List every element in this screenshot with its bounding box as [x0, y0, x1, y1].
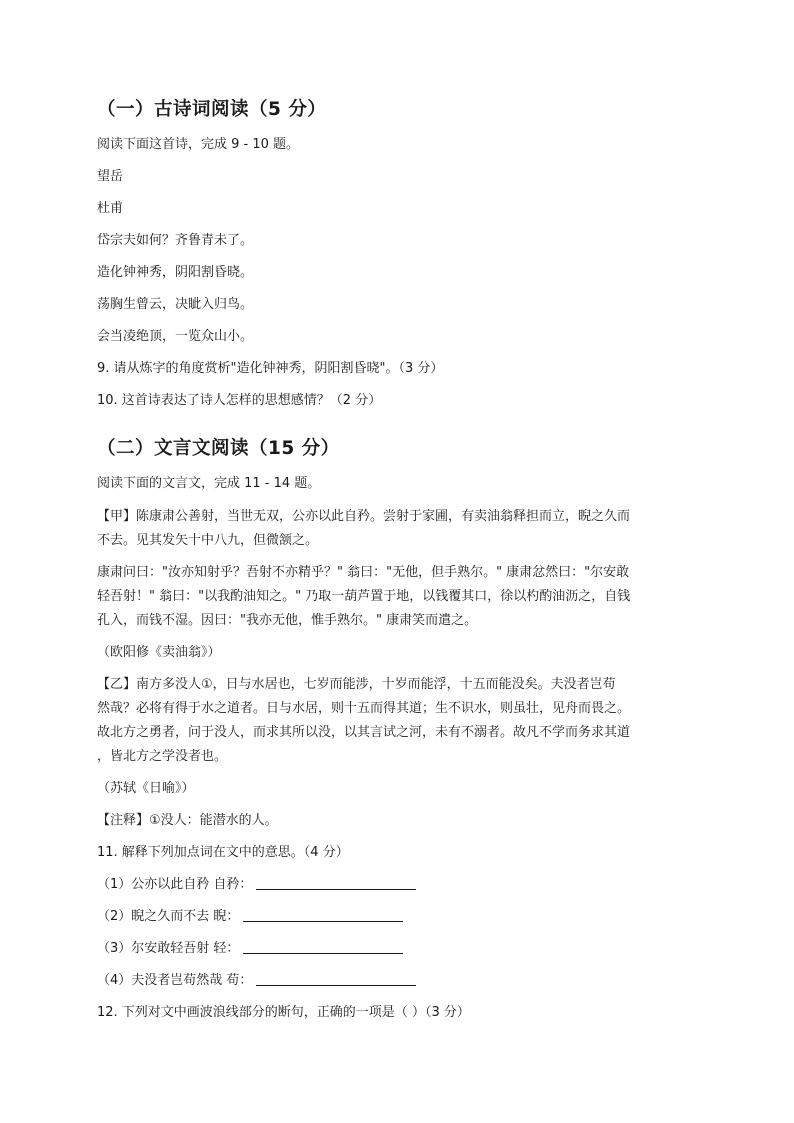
answer-blank[interactable]: [243, 940, 403, 954]
q11-item: [97, 940, 403, 957]
question-12: 12. 下列对文中画波浪线部分的断句，正确的一项是（ ）（3 分）: [97, 1005, 470, 1020]
passage-yi-line: 故北方之勇者，问于没人，而求其所以没，以其言试之河，未有不溺者。故凡不学而务求其道: [97, 725, 631, 740]
passage-yi-line: ，皆北方之学没者也。: [97, 749, 228, 764]
poem-line: 会当凌绝顶，一览众山小。: [97, 329, 254, 344]
section-heading-classical: （二）文言文阅读（15 分）: [97, 438, 340, 459]
annotation-note: 【注释】①没人：能潜水的人。: [97, 813, 278, 828]
poem-line: 造化钟神秀，阴阳割昏晓。: [97, 265, 254, 280]
passage-jia-line: 不去。见其发矢十中八九，但微颔之。: [97, 533, 319, 548]
poem-title: 望岳: [97, 169, 124, 184]
passage-yi-line: 【乙】南方多没人①，日与水居也，七岁而能涉，十岁而能浮，十五而能没矣。夫没者岂苟: [97, 677, 616, 692]
section-heading-poetry: （一）古诗词阅读（5 分）: [97, 99, 327, 120]
q11-item: [97, 908, 403, 925]
answer-blank[interactable]: [243, 908, 403, 922]
passage-yi-line: 然哉？必将有得于水之道者。日与水居，则十五而得其道；生不识水，则虽壮，见舟而畏之。: [97, 701, 631, 716]
q11-item-label: （3）尔安敢轻吾射 轻：: [97, 941, 240, 956]
q11-item-label: （4）夫没者岂苟然哉 苟：: [97, 973, 253, 988]
passage-jia-line: 【甲】陈康肃公善射，当世无双，公亦以此自矜。尝射于家圃，有卖油翁释担而立，睨之久而: [97, 509, 631, 524]
passage-jia-line: 康肃问曰："汝亦知射乎？吾射不亦精乎？" 翁曰："无他，但手熟尔。" 康肃忿然曰："尔安敢: [97, 565, 630, 580]
source-citation-jia: （欧阳修《卖油翁》）: [97, 645, 221, 660]
passage-jia-line: 孔入，而钱不湿。因曰："我亦无他，惟手熟尔。" 康肃笑而遣之。: [97, 613, 478, 628]
q11-item-label: （1）公亦以此自矜 自矜：: [97, 877, 253, 892]
answer-blank[interactable]: [256, 876, 416, 890]
classical-instructions: 阅读下面的文言文，完成 11 - 14 题。: [97, 476, 321, 491]
q11-item: [97, 876, 416, 893]
q11-item-label: （2）睨之久而不去 睨：: [97, 909, 240, 924]
answer-blank[interactable]: [256, 972, 416, 986]
poem-line: 荡胸生曾云，决眦入归鸟。: [97, 297, 254, 312]
poem-author: 杜甫: [97, 201, 124, 216]
source-citation-yi: （苏轼《日喻》）: [97, 781, 195, 796]
passage-jia-line: 轻吾射！" 翁曰："以我酌油知之。" 乃取一葫芦置于地，以钱覆其口，徐以杓酌油沥之，自钱: [97, 589, 631, 604]
question-9: 9. 请从炼字的角度赏析"造化钟神秀，阴阳割昏晓"。（3 分）: [97, 361, 444, 376]
question-11: 11. 解释下列加点词在文中的意思。（4 分）: [97, 845, 349, 860]
poetry-instructions: 阅读下面这首诗，完成 9 - 10 题。: [97, 137, 300, 152]
question-10: 10. 这首诗表达了诗人怎样的思想感情？（2 分）: [97, 393, 382, 408]
poem-line: 岱宗夫如何？齐鲁青未了。: [97, 233, 254, 248]
q11-item: [97, 972, 416, 989]
